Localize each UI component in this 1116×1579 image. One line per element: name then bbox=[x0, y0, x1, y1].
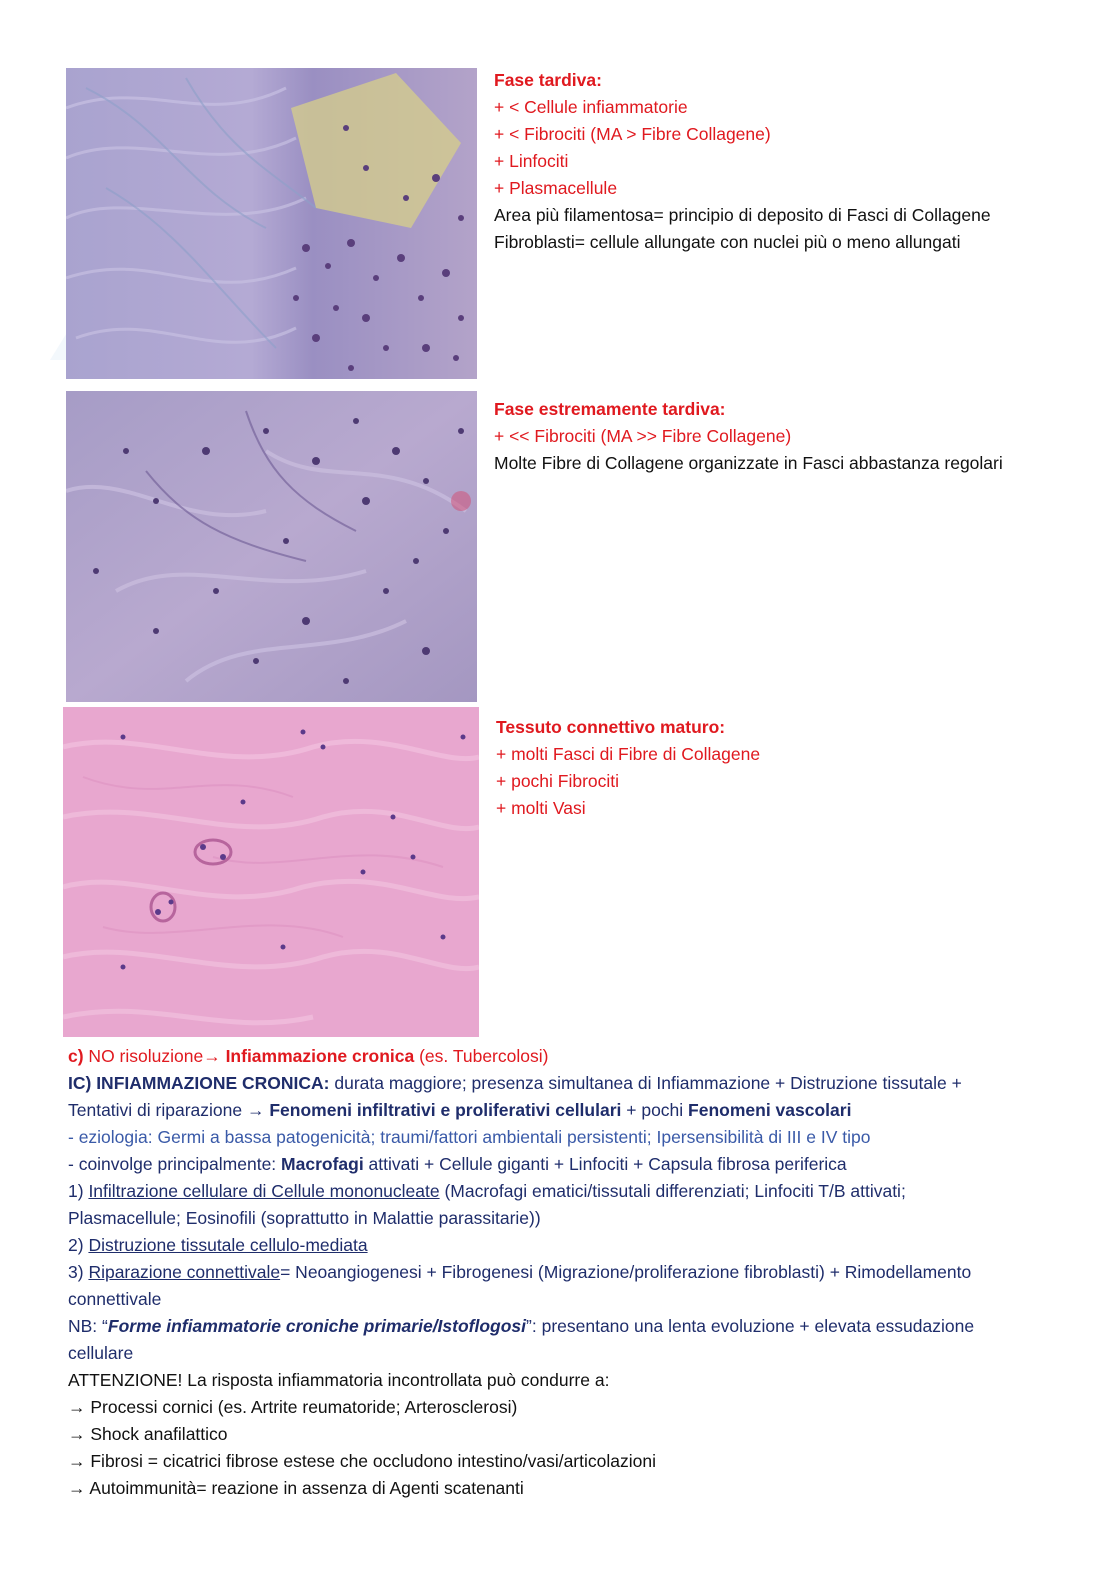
text-line-ic-cont: Tentativi di riparazione → Fenomeni infiltrativi e proliferativi cellulari + pochi Fenomeni vascolari bbox=[68, 1100, 852, 1120]
arrow-right-icon: → bbox=[68, 1478, 86, 1498]
arrow-right-icon: → bbox=[246, 1100, 265, 1120]
histology-image-icon bbox=[63, 707, 479, 1037]
caption-line: + << Fibrociti (MA >> Fibre Collagene) bbox=[494, 426, 792, 446]
text-line-attenzione: ATTENZIONE! La risposta infiammatoria incontrollata può condurre a: bbox=[68, 1370, 610, 1390]
micrograph-late-phase bbox=[66, 68, 477, 379]
text-line-point-1: 1) Infiltrazione cellulare di Cellule mononucleate (Macrofagi ematici/tissutali differenziati; Linfociti T/B attivati; bbox=[68, 1181, 906, 1201]
text-line-c: c) NO risoluzione→ Infiammazione cronica (es. Tubercolosi) bbox=[68, 1046, 549, 1066]
caption-very-late-phase bbox=[494, 396, 1003, 477]
list-item: → Processi cornici (es. Artrite reumatoride; Arterosclerosi) bbox=[68, 1397, 518, 1417]
micrograph-mature-connective bbox=[63, 707, 479, 1037]
list-item: → Shock anafilattico bbox=[68, 1424, 228, 1444]
text-line-point-1-cont: Plasmacellule; Eosinofili (soprattutto in Malattie parassitarie)) bbox=[68, 1208, 541, 1228]
caption-title: Fase estremamente tardiva: bbox=[494, 399, 726, 419]
arrow-right-icon: → bbox=[68, 1451, 86, 1471]
caption-line: Area più filamentosa= principio di deposito di Fasci di Collagene bbox=[494, 205, 991, 225]
text-line-point-3: 3) Riparazione connettivale= Neoangiogenesi + Fibrogenesi (Migrazione/proliferazione fibroblasti) + Rimodellamento bbox=[68, 1262, 972, 1282]
caption-line: + molti Vasi bbox=[496, 798, 586, 818]
chronic-inflammation-section bbox=[68, 1043, 1058, 1502]
text-line-point-3-cont: connettivale bbox=[68, 1289, 162, 1309]
list-item: → Fibrosi = cicatrici fibrose estese che occludono intestino/vasi/articolazioni bbox=[68, 1451, 656, 1471]
text-line-nb: NB: “Forme infiammatorie croniche primarie/Istoflogosi”: presentano una lenta evoluzione + elevata essudazione bbox=[68, 1316, 975, 1336]
caption-late-phase bbox=[494, 67, 991, 256]
text-line-point-2: 2) Distruzione tissutale cellulo-mediata bbox=[68, 1235, 368, 1255]
caption-mature-connective bbox=[496, 714, 760, 822]
list-item: → Autoimmunità= reazione in assenza di Agenti scatenanti bbox=[68, 1478, 524, 1498]
micrograph-very-late-phase bbox=[66, 391, 477, 702]
text-line-coinvolge: - coinvolge principalmente: Macrofagi attivati + Cellule giganti + Linfociti + Capsula fibrosa periferica bbox=[68, 1154, 847, 1174]
caption-title: Tessuto connettivo maturo: bbox=[496, 717, 726, 737]
caption-line: + Linfociti bbox=[494, 151, 569, 171]
arrow-right-icon: → bbox=[68, 1424, 86, 1444]
caption-line: + < Cellule infiammatorie bbox=[494, 97, 688, 117]
caption-line: + pochi Fibrociti bbox=[496, 771, 620, 791]
caption-line: Fibroblasti= cellule allungate con nuclei più o meno allungati bbox=[494, 232, 961, 252]
histology-image-icon bbox=[66, 391, 477, 702]
text-line-ic-title: IC) INFIAMMAZIONE CRONICA: durata maggiore; presenza simultanea di Infiammazione + Distruzione tissutale + bbox=[68, 1073, 962, 1093]
text-line-nb-cont: cellulare bbox=[68, 1343, 134, 1363]
caption-title: Fase tardiva: bbox=[494, 70, 602, 90]
arrow-right-icon: → bbox=[203, 1046, 221, 1066]
caption-line: + molti Fasci di Fibre di Collagene bbox=[496, 744, 761, 764]
arrow-right-icon: → bbox=[68, 1397, 86, 1417]
histology-image-icon bbox=[66, 68, 477, 379]
caption-line: Molte Fibre di Collagene organizzate in Fasci abbastanza regolari bbox=[494, 453, 1003, 473]
caption-line: + < Fibrociti (MA > Fibre Collagene) bbox=[494, 124, 771, 144]
caption-line: + Plasmacellule bbox=[494, 178, 618, 198]
text-line-eziologia: - eziologia: Germi a bassa patogenicità; traumi/fattori ambientali persistenti; Ipersensibilità di III e IV tipo bbox=[68, 1127, 871, 1147]
